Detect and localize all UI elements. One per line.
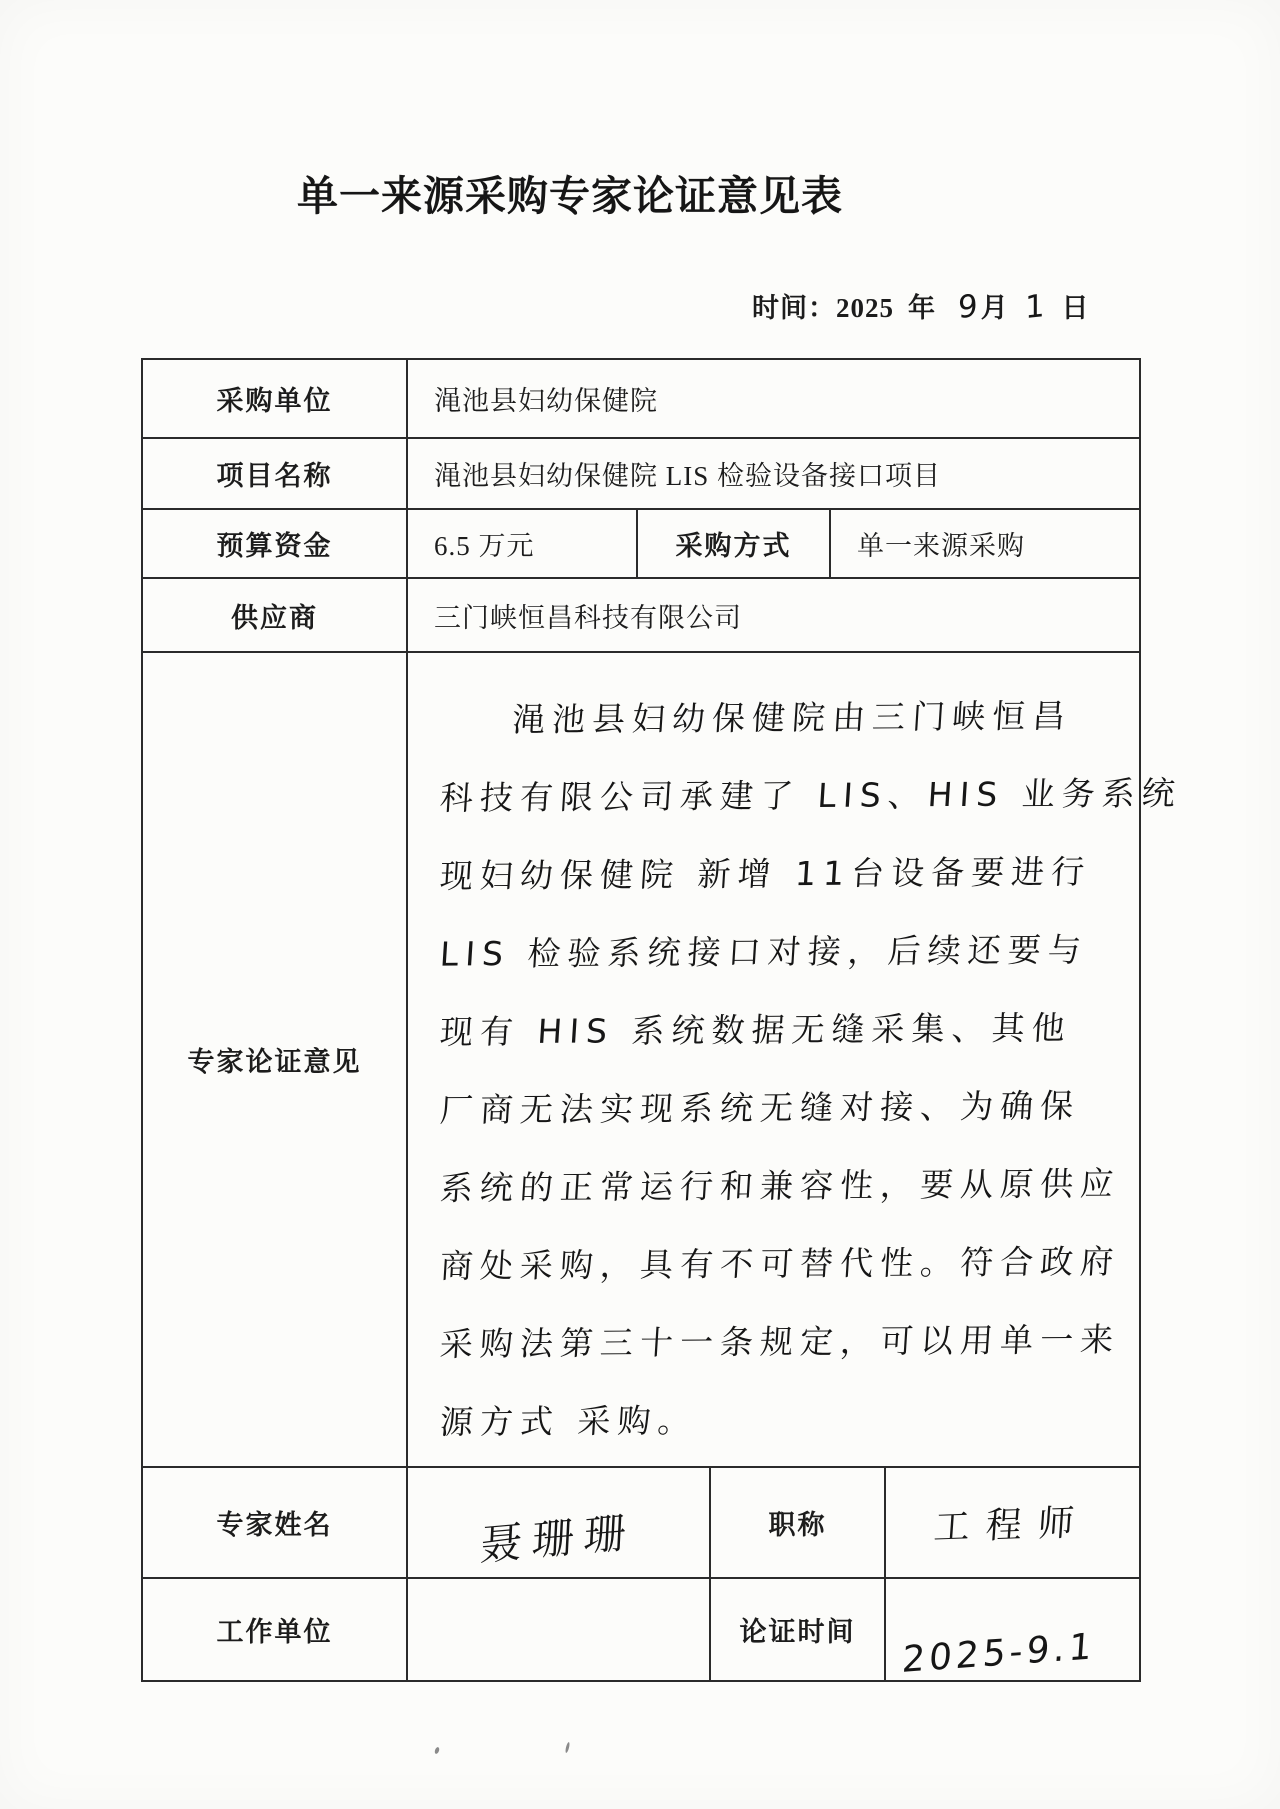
purchasing-unit-value: 渑池县妇幼保健院 (434, 386, 658, 416)
method-value: 单一来源采购 (857, 531, 1025, 561)
date-year: 2025 (836, 293, 894, 323)
date-day-unit: 日 (1061, 293, 1090, 323)
opinion-line: 采购法第三十一条规定，可以用单一来 (438, 1319, 1122, 1364)
row-expert-name (143, 1468, 1139, 1579)
opinion-line: 厂商无法实现系统无缝对接、为确保 (438, 1086, 1082, 1130)
row-budget-method (143, 510, 1139, 579)
job-title-handwritten: 工程师 (932, 1502, 1092, 1549)
scan-artifact (434, 1747, 440, 1755)
budget-value: 6.5 万元 (408, 510, 638, 577)
opinion-line: 商处采购，具有不可替代性。符合政府 (438, 1241, 1122, 1286)
budget-label: 预算资金 (143, 510, 408, 577)
expert-name-signature-cell (408, 1468, 711, 1577)
date-label: 时间： (752, 293, 836, 323)
form-date-line (752, 286, 1089, 325)
opinion-line: 现有 HIS 系统数据无缝采集、其他 (438, 1008, 1073, 1052)
expert-name-label: 专家姓名 (143, 1468, 408, 1577)
opinion-line: LIS 检验系统接口对接，后续还要与 (438, 930, 1090, 974)
purchasing-unit-label: 采购单位 (143, 360, 408, 437)
form-title: 单一来源采购专家论证意见表 (297, 173, 843, 219)
date-year-unit: 年 (908, 293, 936, 323)
opinion-line: 科技有限公司承建了 LIS、HIS 业务系统 (438, 773, 1184, 818)
project-name-value: 渑池县妇幼保健院 LIS 检验设备接口项目 (434, 461, 941, 491)
date-day-handwritten: 1 (1024, 287, 1046, 327)
scan-artifact (565, 1742, 571, 1753)
row-project-name (143, 439, 1139, 510)
expert-opinion-label: 专家论证意见 (143, 653, 408, 1466)
date-month-handwritten: 9 (958, 287, 979, 327)
row-supplier (143, 579, 1139, 653)
project-name-label: 项目名称 (143, 439, 408, 508)
form-table (141, 358, 1184, 1682)
work-unit-label: 工作单位 (143, 1579, 408, 1680)
row-expert-opinion (143, 653, 1184, 1468)
demo-time-handwritten: 2025-9.1 (900, 1626, 1098, 1681)
supplier-label: 供应商 (143, 579, 408, 651)
expert-signature-handwritten: 聂珊珊 (479, 1506, 638, 1570)
date-month-unit: 月 (980, 293, 1009, 323)
opinion-line: 源方式 采购。 (438, 1400, 699, 1442)
demo-time-value-cell (886, 1579, 1139, 1680)
demo-time-label: 论证时间 (711, 1579, 886, 1680)
job-title-label: 职称 (711, 1468, 886, 1577)
expert-opinion-handwritten-text (408, 653, 1206, 1466)
work-unit-value (408, 1579, 711, 1680)
job-title-value-cell (886, 1468, 1139, 1577)
method-label: 采购方式 (638, 510, 831, 577)
row-purchasing-unit (143, 360, 1139, 439)
supplier-value: 三门峡恒昌科技有限公司 (434, 602, 742, 633)
opinion-line: 渑池县妇幼保健院由三门峡恒昌 (510, 696, 1074, 740)
opinion-line: 系统的正常运行和兼容性，要从原供应 (438, 1163, 1122, 1208)
opinion-line: 现妇幼保健院 新增 11台设备要进行 (438, 852, 1093, 896)
row-work-unit (143, 1579, 1139, 1680)
